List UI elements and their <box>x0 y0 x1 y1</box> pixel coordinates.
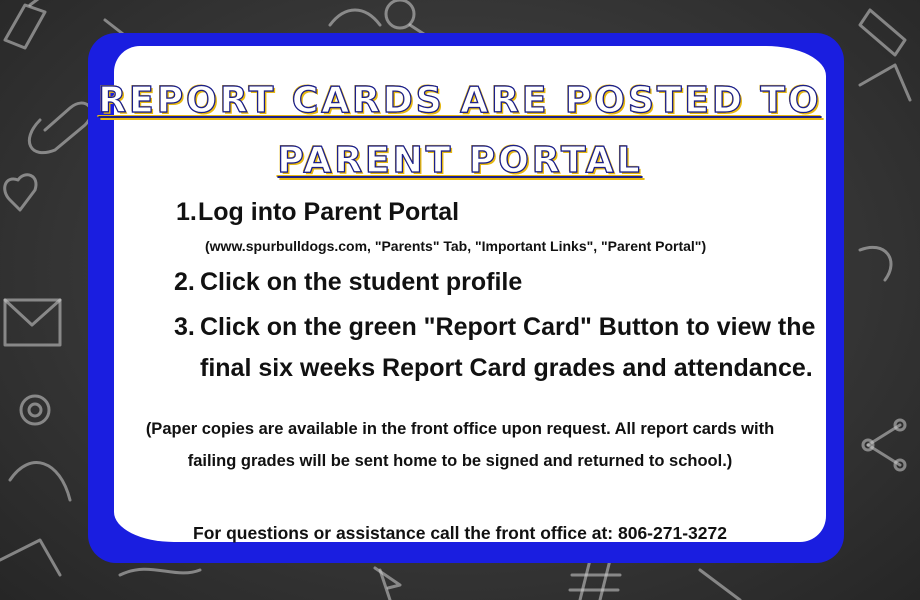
title-line-1: REPORT CARDS ARE POSTED TO <box>98 80 822 121</box>
step-1-text: Log into Parent Portal <box>198 198 460 226</box>
tool-icon <box>860 10 905 55</box>
step-1-number: 1. <box>176 198 197 226</box>
curve-doodle-right <box>860 247 891 280</box>
step-2-number: 2. <box>174 268 195 296</box>
contact-info: For questions or assistance call the front office at: 806-271-3272 <box>193 523 727 543</box>
hashtag-icon <box>570 560 620 600</box>
step-2-text: Click on the student profile <box>200 268 523 296</box>
step-3-text: Click on the green "Report Card" Button to view the <box>200 313 816 341</box>
line-doodle-bottom <box>700 570 740 600</box>
pencil-icon <box>5 0 50 48</box>
cursor-icon <box>375 568 400 600</box>
envelope-icon <box>5 300 60 345</box>
curve-doodle-bottom <box>120 569 200 575</box>
zigzag-doodle <box>0 540 60 575</box>
step-3-text-line-2: final six weeks Report Card grades and attendance. <box>200 354 813 382</box>
step-3-number: 3. <box>174 313 195 341</box>
curve-doodle <box>330 10 380 25</box>
note-line-1: (Paper copies are available in the front office upon request. All report cards with <box>145 420 775 438</box>
title-line-2: PARENT PORTAL <box>277 140 643 181</box>
note-line-2: failing grades will be sent home to be signed and returned to school.) <box>187 452 733 470</box>
step-1-detail: (www.spurbulldogs.com, "Parents" Tab, "Important Links", "Parent Portal") <box>205 238 707 254</box>
